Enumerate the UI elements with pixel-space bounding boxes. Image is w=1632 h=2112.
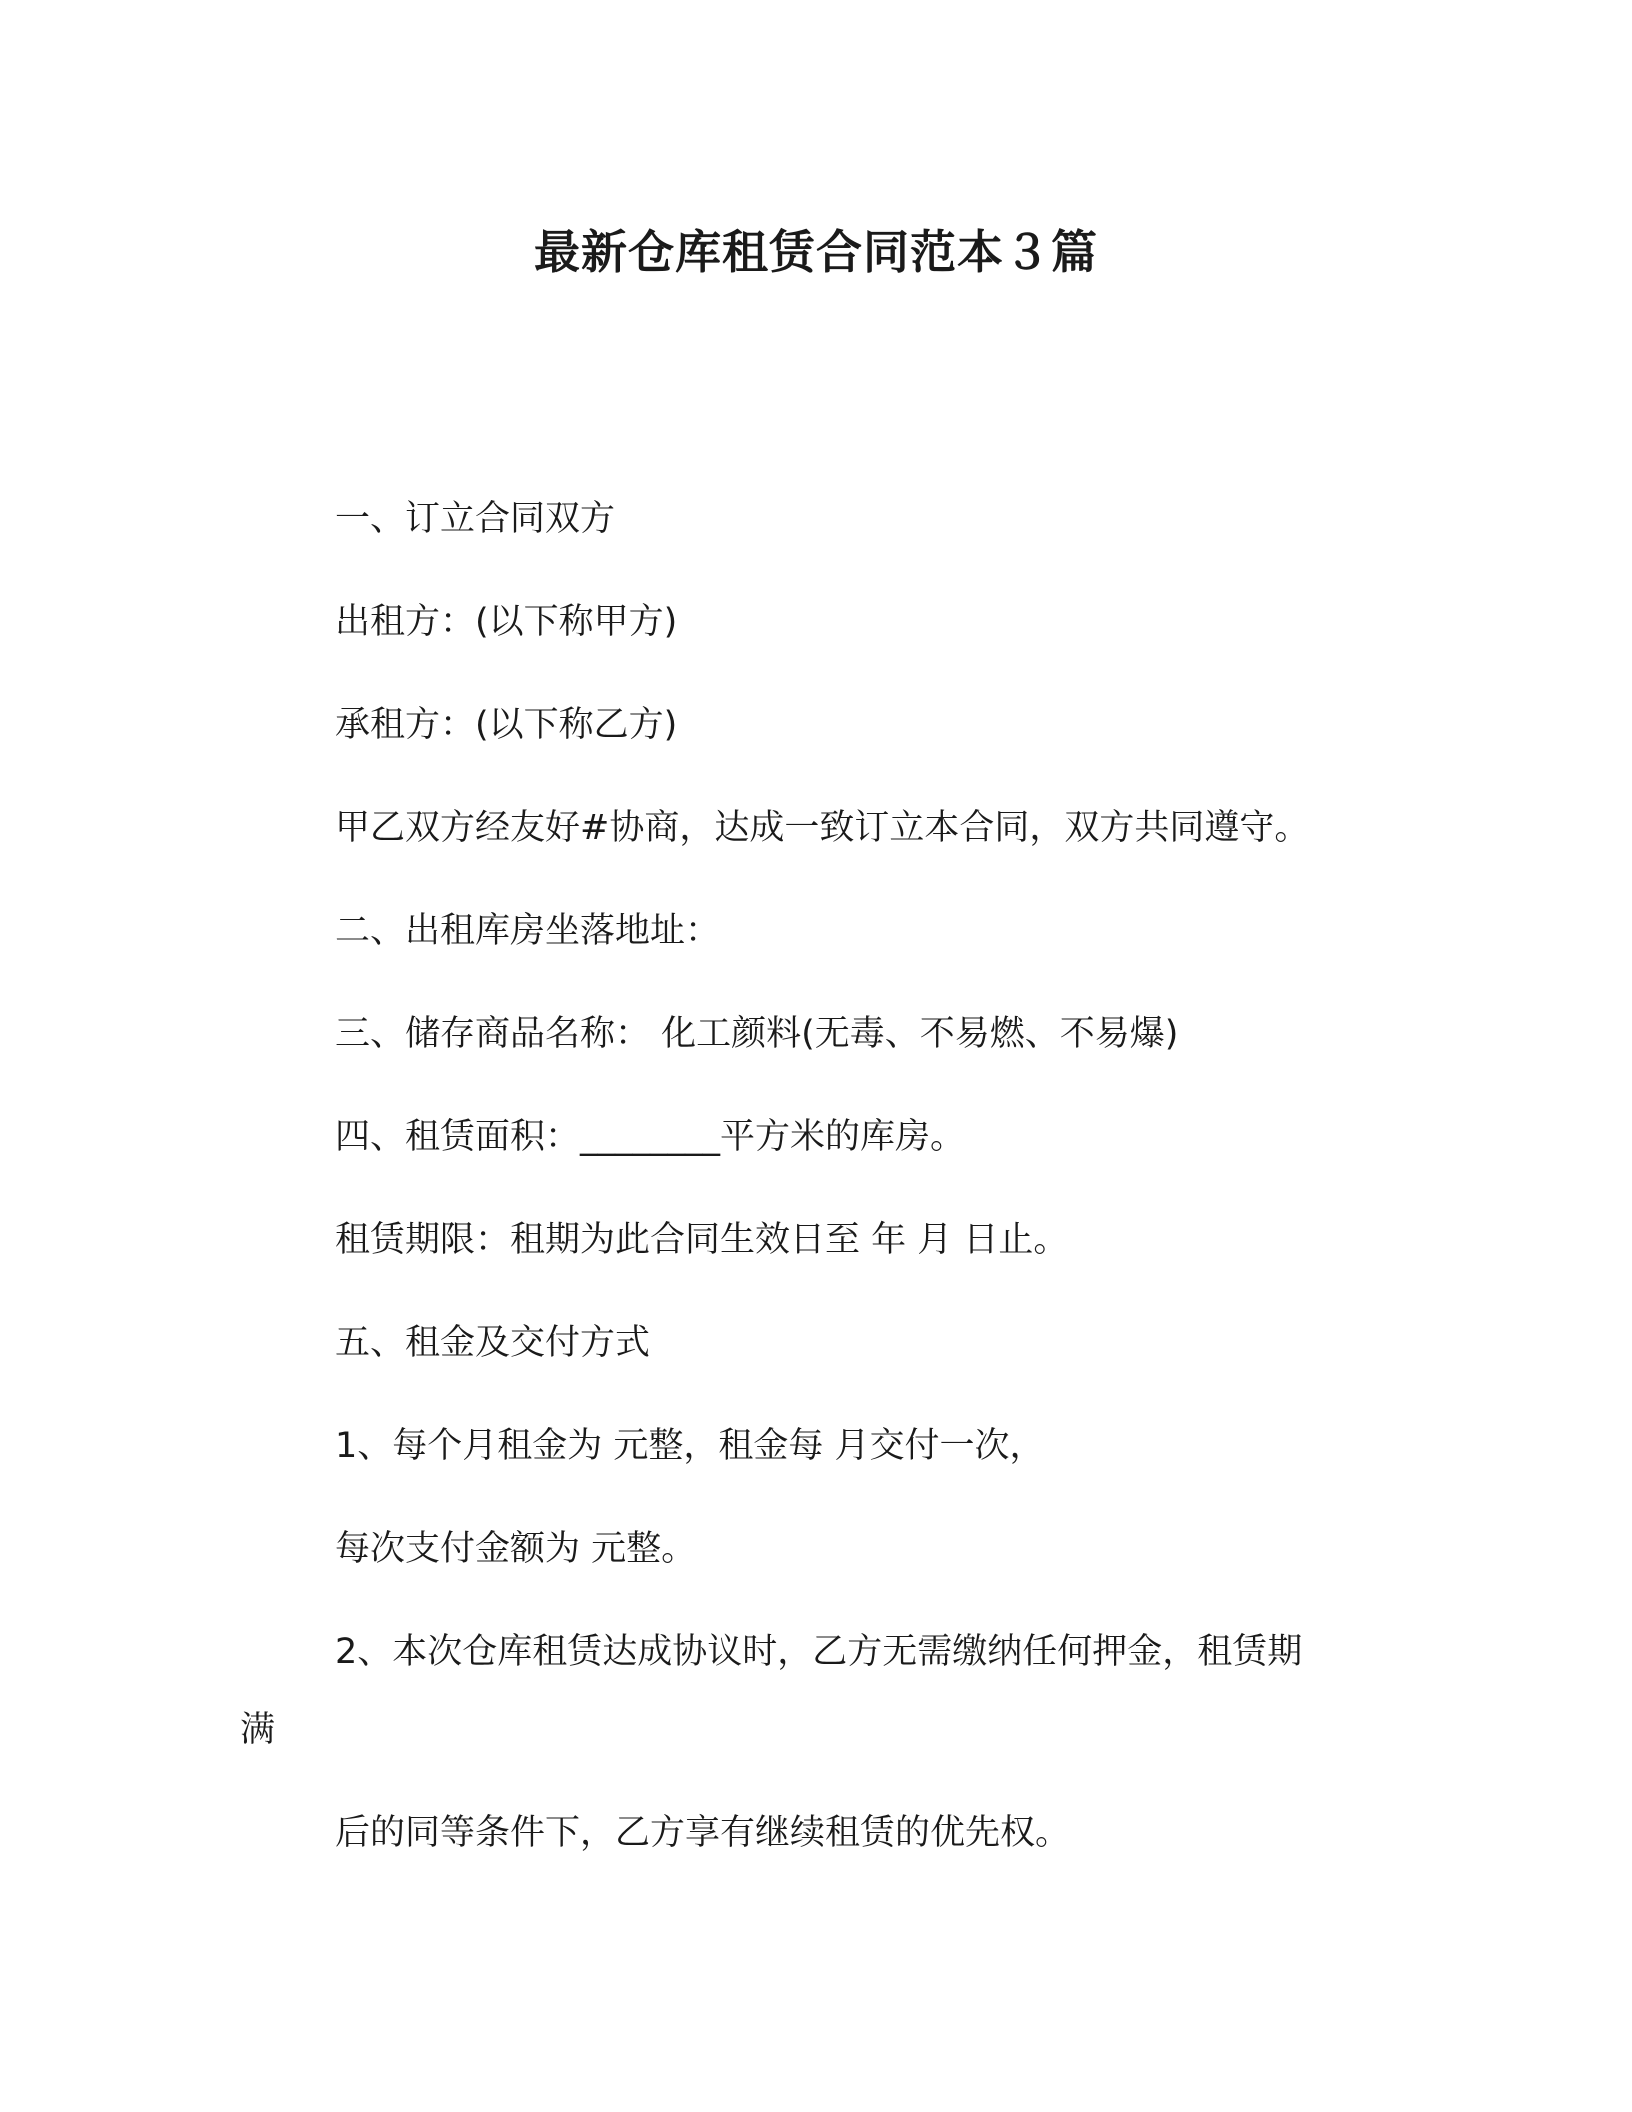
document-title: 最新仓库租赁合同范本３篇 [534, 225, 1098, 279]
lessee-line: 承租方：(以下称乙方) [335, 705, 678, 745]
lessor-line: 出租方：(以下称甲方) [335, 602, 678, 642]
rent-clause-2-cont: 后的同等条件下，乙方享有继续租赁的优先权。 [335, 1813, 1071, 1853]
section-heading-rent: 五、租金及交付方式 [335, 1323, 651, 1363]
section-heading-goods: 三、储存商品名称： 化工颜料(无毒、不易燃、不易爆) [335, 1014, 1179, 1054]
section-heading-parties: 一、订立合同双方 [335, 499, 616, 539]
rent-clause-1: 1、每个月租金为 元整，租金每 月交付一次， [335, 1426, 1045, 1466]
section-heading-area: 四、租赁面积：________平方米的库房。 [335, 1117, 966, 1157]
lease-term-line: 租赁期限：租期为此合同生效日至 年 月 日止。 [335, 1220, 1069, 1260]
rent-clause-1-cont: 每次支付金额为 元整。 [335, 1529, 697, 1569]
rent-clause-2-wrap: 满 [240, 1710, 276, 1750]
agreement-line: 甲乙双方经友好#协商，达成一致订立本合同，双方共同遵守。 [335, 808, 1310, 848]
rent-clause-2: 2、本次仓库租赁达成协议时，乙方无需缴纳任何押金，租赁期 [335, 1632, 1303, 1672]
section-heading-address: 二、出租库房坐落地址： [335, 911, 721, 951]
